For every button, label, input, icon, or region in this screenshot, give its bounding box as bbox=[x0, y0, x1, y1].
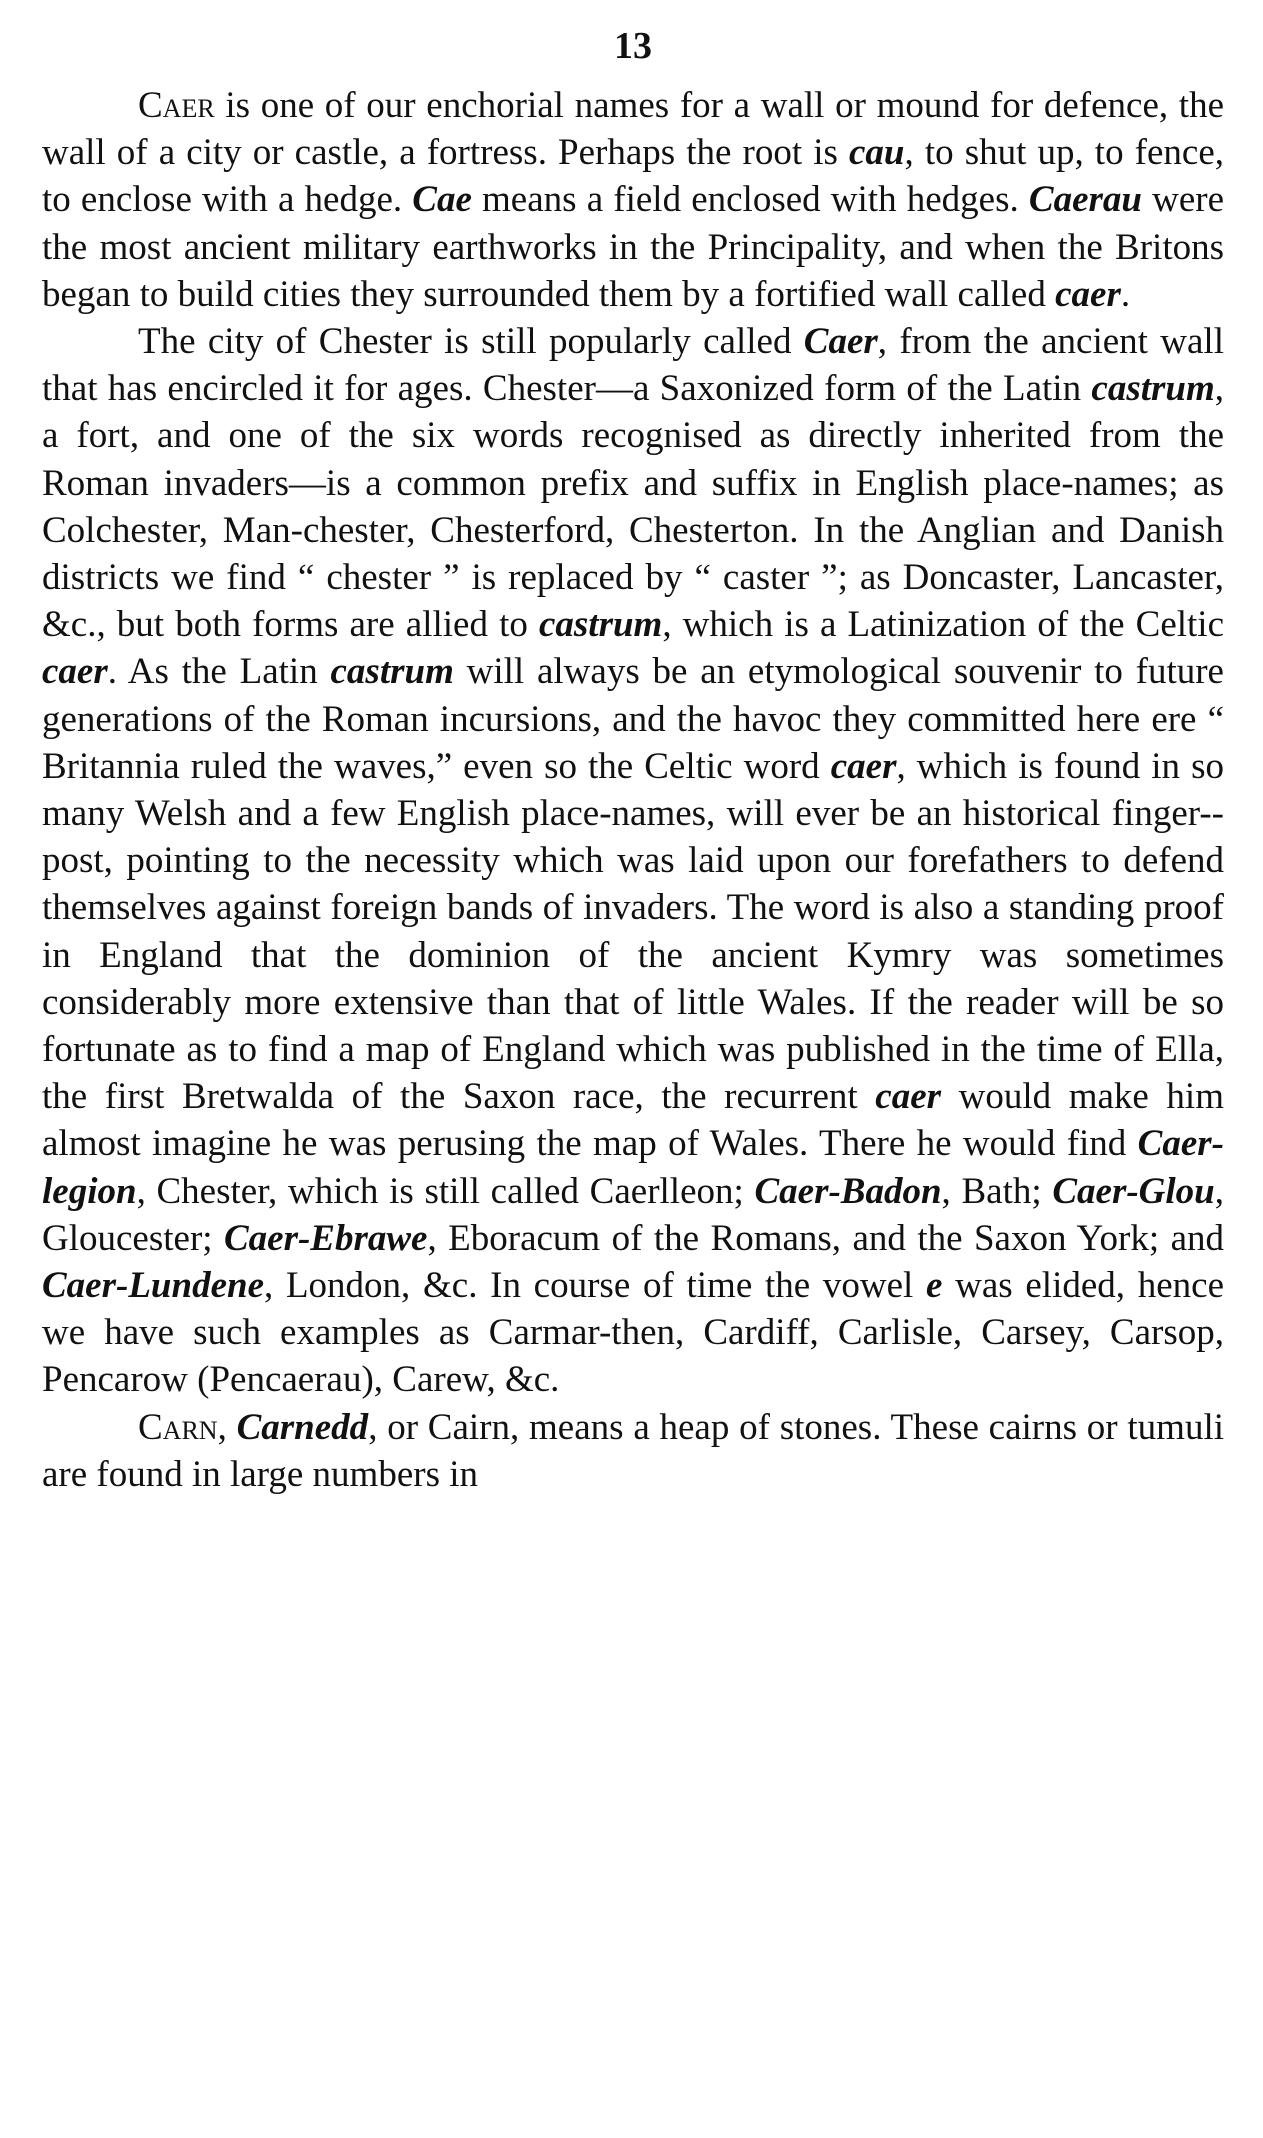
paragraph-caer bbox=[42, 82, 1224, 318]
italic-term: Caer-legion bbox=[42, 1123, 1224, 1212]
italic-term: caer bbox=[42, 651, 108, 693]
text-run: means a field enclosed with hedges. bbox=[471, 179, 1029, 221]
italic-term: Cae bbox=[412, 179, 472, 221]
text-run: , from the ancient wall that has encircled it for ages. Chester—a Saxonized form of the Latin bbox=[42, 321, 1224, 410]
text-run: would make him almost imagine he was perusing the map of Wales. There he would find bbox=[42, 1076, 1224, 1165]
text-run: is one of our enchorial names for a wall or mound for defence, the wall of a city or castle, a fortress. Perhaps the root is bbox=[42, 85, 1224, 174]
italic-term: e bbox=[925, 1265, 943, 1307]
paragraph-carn bbox=[42, 1404, 1224, 1498]
text-run: will always be an etymological souvenir to future generations of the Roman incursions, and the havoc they committed here ere “ Britannia ruled the waves,” even so the Celtic word bbox=[42, 651, 1224, 787]
text-run: The city of Chester is still popularly called bbox=[138, 321, 804, 363]
italic-term: castrum bbox=[538, 604, 663, 646]
italic-term: Caer bbox=[803, 321, 878, 363]
text-run: , which is found in so many Welsh and a few English place-names, will ever be an historical finger-post, pointing to the necessity which was laid upon our forefathers to defend themselves against foreign bands of invaders. The word is also a standing proof in England that the dominion of the ancient Kymry was sometimes considerably more extensive than that of little Wales. If the reader will be so fortunate as to find a map of England which was published in the time of Ella, the first Bretwalda of the Saxon race, the recurrent bbox=[42, 745, 1224, 1118]
text-run: , London, &c. In course of time the vowel bbox=[264, 1265, 926, 1307]
text-run: , to shut up, to fence, to enclose with a hedge. bbox=[42, 132, 1224, 221]
italic-term: Caer-Ebrawe bbox=[223, 1217, 428, 1259]
text-run: , Chester, which is still called Caerlleon; bbox=[136, 1170, 755, 1212]
text-run: was elided, hence we have such examples as Carmar-then, Cardiff, Carlisle, Carsey, Carsop, Pencarow (Pencaerau), Carew, &c. bbox=[42, 1265, 1224, 1401]
text-run: . As the Latin bbox=[107, 651, 331, 693]
document-page bbox=[42, 18, 1224, 2118]
text-run: , Gloucester; bbox=[42, 1170, 1224, 1259]
headword: Carn bbox=[138, 1406, 218, 1448]
page-number: 13 bbox=[614, 25, 652, 67]
italic-term: castrum bbox=[330, 651, 454, 693]
italic-term: cau bbox=[849, 132, 905, 174]
text-run: , Bath; bbox=[941, 1170, 1053, 1212]
italic-term: caer bbox=[875, 1076, 942, 1118]
italic-term: Caer-Glou bbox=[1052, 1170, 1215, 1212]
italic-term: Caer-Badon bbox=[754, 1170, 942, 1212]
text-run: , bbox=[217, 1406, 237, 1448]
italic-term: Carnedd bbox=[236, 1406, 369, 1448]
italic-term: castrum bbox=[1091, 368, 1215, 410]
italic-term: caer bbox=[830, 745, 897, 787]
italic-term: Caerau bbox=[1028, 179, 1142, 221]
paragraph-chester bbox=[42, 318, 1224, 1404]
italic-term: Caer-Lundene bbox=[42, 1265, 264, 1307]
text-run: . bbox=[1120, 273, 1131, 315]
text-run: , which is a Latinization of the Celtic bbox=[662, 604, 1224, 646]
text-run: were the most ancient military earthworks in the Principality, and when the Britons began to build cities they surrounded them by a fortified wall called bbox=[42, 179, 1225, 315]
text-run: , a fort, and one of the six words recognised as directly inherited from the Roman invaders—is a common prefix and suffix in English place-names; as Colchester, Man-chester, Chesterford, Chesterton. In the Anglian and Danish districts we find “ chester ” is replaced by “ caster ”; as Doncaster, Lancaster, &c., but both forms are allied to bbox=[42, 368, 1224, 646]
italic-term: caer bbox=[1055, 273, 1121, 315]
text-run: , or Cairn, means a heap of stones. These cairns or tumuli are found in large numbers in bbox=[42, 1406, 1224, 1495]
headword: Caer bbox=[138, 85, 215, 126]
text-run: , Eboracum of the Romans, and the Saxon York; and bbox=[427, 1217, 1224, 1259]
